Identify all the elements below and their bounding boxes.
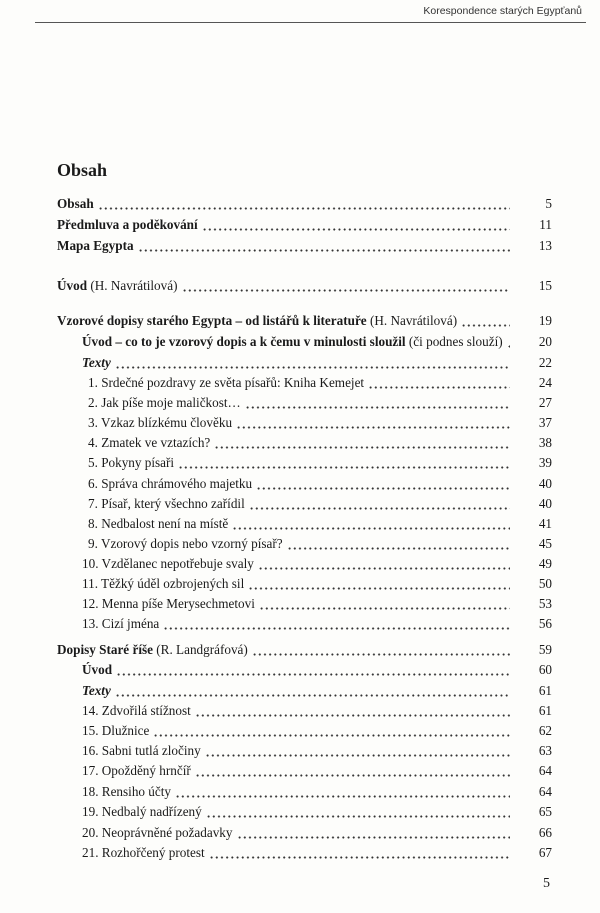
toc-entry-title: [82, 763, 191, 779]
toc-entry-page: 60: [538, 662, 552, 677]
toc-entry[interactable]: [0, 476, 600, 494]
toc-entry[interactable]: [0, 238, 600, 256]
toc-entry-text: 16. Sabni tutlá zločiny: [82, 743, 201, 758]
toc-entry-title: [82, 703, 191, 719]
toc-entry[interactable]: [0, 662, 600, 680]
toc-entry-title: [88, 415, 232, 431]
toc-entry-title: [88, 536, 283, 552]
dot-leader: [195, 714, 510, 717]
dot-leader: [461, 324, 510, 327]
toc-entry[interactable]: [0, 683, 600, 701]
toc-entry-text: 2. Jak píše moje maličkost…: [88, 395, 241, 410]
toc-entry[interactable]: [0, 355, 600, 373]
toc-entry-page: 13: [538, 238, 552, 253]
page-number: 5: [543, 876, 550, 891]
dot-leader: [205, 754, 510, 757]
toc-entry[interactable]: [0, 536, 600, 554]
dot-leader: [209, 856, 510, 859]
toc-entry[interactable]: [0, 804, 600, 822]
dot-leader: [368, 386, 510, 389]
toc-entry-title: [82, 556, 254, 572]
toc-entry-page: 61: [538, 703, 552, 718]
dot-leader: [206, 815, 510, 818]
toc-entry-text: 8. Nedbalost není na místě: [88, 516, 229, 531]
toc-entry[interactable]: [0, 825, 600, 843]
toc-entry-page: 63: [538, 743, 552, 758]
toc-entry-bold: Vzorové dopisy starého Egypta – od listářů k literatuře: [57, 313, 367, 328]
toc-entry-text: 15. Dlužnice: [82, 723, 150, 738]
dot-leader: [182, 289, 511, 292]
toc-entry-text: 1. Srdečné pozdravy ze světa písařů: Kniha Kemejet: [88, 375, 365, 390]
toc-entry-title: [88, 375, 364, 391]
toc-entry-page: 61: [538, 683, 552, 698]
toc-entry[interactable]: [0, 784, 600, 802]
dot-leader: [248, 587, 510, 590]
toc-entry-bold: Předmluva a poděkování: [57, 217, 198, 232]
toc-entry-italic: Texty: [82, 683, 111, 698]
toc-entry-title: [82, 662, 112, 678]
toc-entry-text: 6. Správa chrámového majetku: [88, 476, 253, 491]
toc-entry-text: 14. Zdvořilá stížnost: [82, 703, 191, 718]
toc-entry-text: 18. Rensiho účty: [82, 784, 172, 799]
toc-entry-title: [82, 784, 171, 800]
toc-entry-page: 59: [538, 642, 552, 657]
toc-entry-text: 11. Těžký úděl ozbrojených sil: [82, 576, 245, 591]
toc-entry-text: 13. Cizí jména: [82, 616, 160, 631]
toc-entry-title: [57, 313, 457, 329]
toc-entry[interactable]: [0, 415, 600, 433]
toc-entry[interactable]: [0, 455, 600, 473]
toc-entry[interactable]: [0, 596, 600, 614]
toc-entry-title: [82, 804, 202, 820]
toc-entry-title: [57, 238, 134, 254]
toc-entry-text: (či podnes slouží): [405, 334, 503, 349]
toc-entry[interactable]: [0, 576, 600, 594]
toc-entry[interactable]: [0, 313, 600, 331]
toc-entry-title: [82, 825, 233, 841]
toc-entry-bold: Úvod: [82, 662, 113, 677]
toc-entry-text: 7. Písař, který všechno zařídil: [88, 496, 245, 511]
page-title: Obsah: [57, 160, 108, 180]
toc-entry-page: 24: [538, 375, 552, 390]
toc-entry-page: 65: [538, 804, 552, 819]
toc-entry-page: 40: [538, 476, 552, 491]
toc-entry[interactable]: [0, 375, 600, 393]
toc-entry-text: 4. Zmatek ve vztazích?: [88, 435, 211, 450]
toc-entry-title: [88, 395, 241, 411]
dot-leader: [259, 607, 510, 610]
toc-entry-page: 39: [538, 455, 552, 470]
toc-entry-title: [88, 476, 252, 492]
toc-entry-title: [82, 723, 149, 739]
toc-entry-page: 5: [545, 196, 552, 211]
header-rule: [35, 22, 586, 23]
toc-entry-title: [57, 217, 198, 233]
toc-entry-text: 10. Vzdělanec nepotřebuje svaly: [82, 556, 254, 571]
toc-entry-title: [88, 455, 174, 471]
toc-entry[interactable]: [0, 703, 600, 721]
toc-entry[interactable]: [0, 845, 600, 863]
dot-leader: [245, 406, 510, 409]
toc-entry-page: 49: [538, 556, 552, 571]
toc-entry-title: [82, 334, 503, 350]
toc-entry-title: [82, 743, 201, 759]
toc-entry-title: [82, 616, 159, 632]
toc-entry-page: 37: [538, 415, 552, 430]
toc-entry-title: [82, 596, 255, 612]
toc-entry-bold: Úvod – co to je vzorový dopis a k čemu v minulosti sloužil: [82, 334, 406, 349]
toc-entry-italic: Texty: [82, 355, 111, 370]
toc-entry[interactable]: [0, 723, 600, 741]
toc-entry-text: 9. Vzorový dopis nebo vzorný písař?: [88, 536, 283, 551]
toc-entry-title: [57, 278, 178, 294]
toc-entry-page: 67: [538, 845, 552, 860]
toc-entry-text: 21. Rozhořčený protest: [82, 845, 205, 860]
toc-entry-page: 64: [538, 784, 552, 799]
toc-entry-bold: Mapa Egypta: [57, 238, 134, 253]
toc-entry[interactable]: [0, 496, 600, 514]
dot-leader: [287, 547, 510, 550]
toc-entry-title: [82, 355, 111, 371]
dot-leader: [138, 249, 510, 252]
toc-entry-text: 17. Opožděný hrnčíř: [82, 763, 191, 778]
dot-leader: [115, 694, 510, 697]
dot-leader: [116, 673, 510, 676]
toc-entry-bold: Obsah: [57, 196, 94, 211]
dot-leader: [195, 774, 510, 777]
toc-entry-page: 11: [539, 217, 552, 232]
toc-entry-title: [57, 642, 248, 658]
toc-entry-title: [82, 845, 205, 861]
dot-leader: [214, 446, 510, 449]
dot-leader: [115, 366, 510, 369]
toc-entry-page: 56: [538, 616, 552, 631]
running-head: Korespondence starých Egypťanů: [423, 5, 582, 17]
dot-leader: [256, 487, 510, 490]
dot-leader: [252, 653, 510, 656]
toc-entry-title: [88, 516, 228, 532]
toc-entry[interactable]: [0, 556, 600, 574]
dot-leader: [232, 527, 510, 530]
toc-entry[interactable]: [0, 763, 600, 781]
toc-entry[interactable]: [0, 196, 600, 214]
dot-leader: [175, 795, 510, 798]
dot-leader: [153, 734, 510, 737]
toc-entry-page: 45: [538, 536, 552, 551]
dot-leader: [258, 567, 510, 570]
toc-entry-text: 3. Vzkaz blízkému člověku: [88, 415, 233, 430]
toc-entry-page: 64: [538, 763, 552, 778]
dot-leader: [236, 426, 510, 429]
toc-entry-page: 19: [538, 313, 552, 328]
toc-entry-title: [82, 576, 244, 592]
toc-entry-page: 62: [538, 723, 552, 738]
dot-leader: [163, 627, 510, 630]
toc-entry-text: (H. Navrátilová): [87, 278, 178, 293]
toc-entry[interactable]: [0, 642, 600, 660]
toc-entry-page: 50: [538, 576, 552, 591]
toc-entry-title: [88, 435, 210, 451]
toc-entry[interactable]: [0, 516, 600, 534]
toc-entry-page: 22: [538, 355, 552, 370]
toc-entry[interactable]: [0, 435, 600, 453]
toc-entry-text: (H. Navrátilová): [366, 313, 458, 328]
toc-entry-page: 27: [538, 395, 552, 410]
toc-entry-page: 15: [538, 278, 552, 293]
toc-entry-text: 12. Menna píše Merysechmetovi: [82, 596, 255, 611]
dot-leader: [507, 345, 510, 348]
toc-entry-page: 66: [538, 825, 552, 840]
toc-entry[interactable]: [0, 743, 600, 761]
toc-entry-page: 38: [538, 435, 552, 450]
dot-leader: [237, 836, 511, 839]
toc-entry-page: 53: [538, 596, 552, 611]
dot-leader: [98, 207, 510, 210]
toc-entry[interactable]: [0, 334, 600, 352]
dot-leader: [178, 466, 510, 469]
toc-entry-text: 5. Pokyny písaři: [88, 455, 175, 470]
toc-entry[interactable]: [0, 395, 600, 413]
toc-entry-bold: Dopisy Staré říše: [57, 642, 153, 657]
toc-entry[interactable]: [0, 616, 600, 634]
dot-leader: [202, 228, 510, 231]
toc-entry-text: 20. Neoprávněné požadavky: [82, 825, 233, 840]
dot-leader: [249, 507, 510, 510]
toc-entry-bold: Úvod: [57, 278, 88, 293]
toc-entry-text: (R. Landgráfová): [152, 642, 248, 657]
toc-entry-title: [88, 496, 245, 512]
toc-entry-text: 19. Nedbalý nadřízený: [82, 804, 202, 819]
toc-entry[interactable]: [0, 217, 600, 235]
toc-entry[interactable]: [0, 278, 600, 296]
toc-entry-page: 20: [538, 334, 552, 349]
toc-entry-page: 41: [538, 516, 552, 531]
toc-entry-page: 40: [538, 496, 552, 511]
toc-entry-title: [82, 683, 111, 699]
toc-entry-title: [57, 196, 94, 212]
